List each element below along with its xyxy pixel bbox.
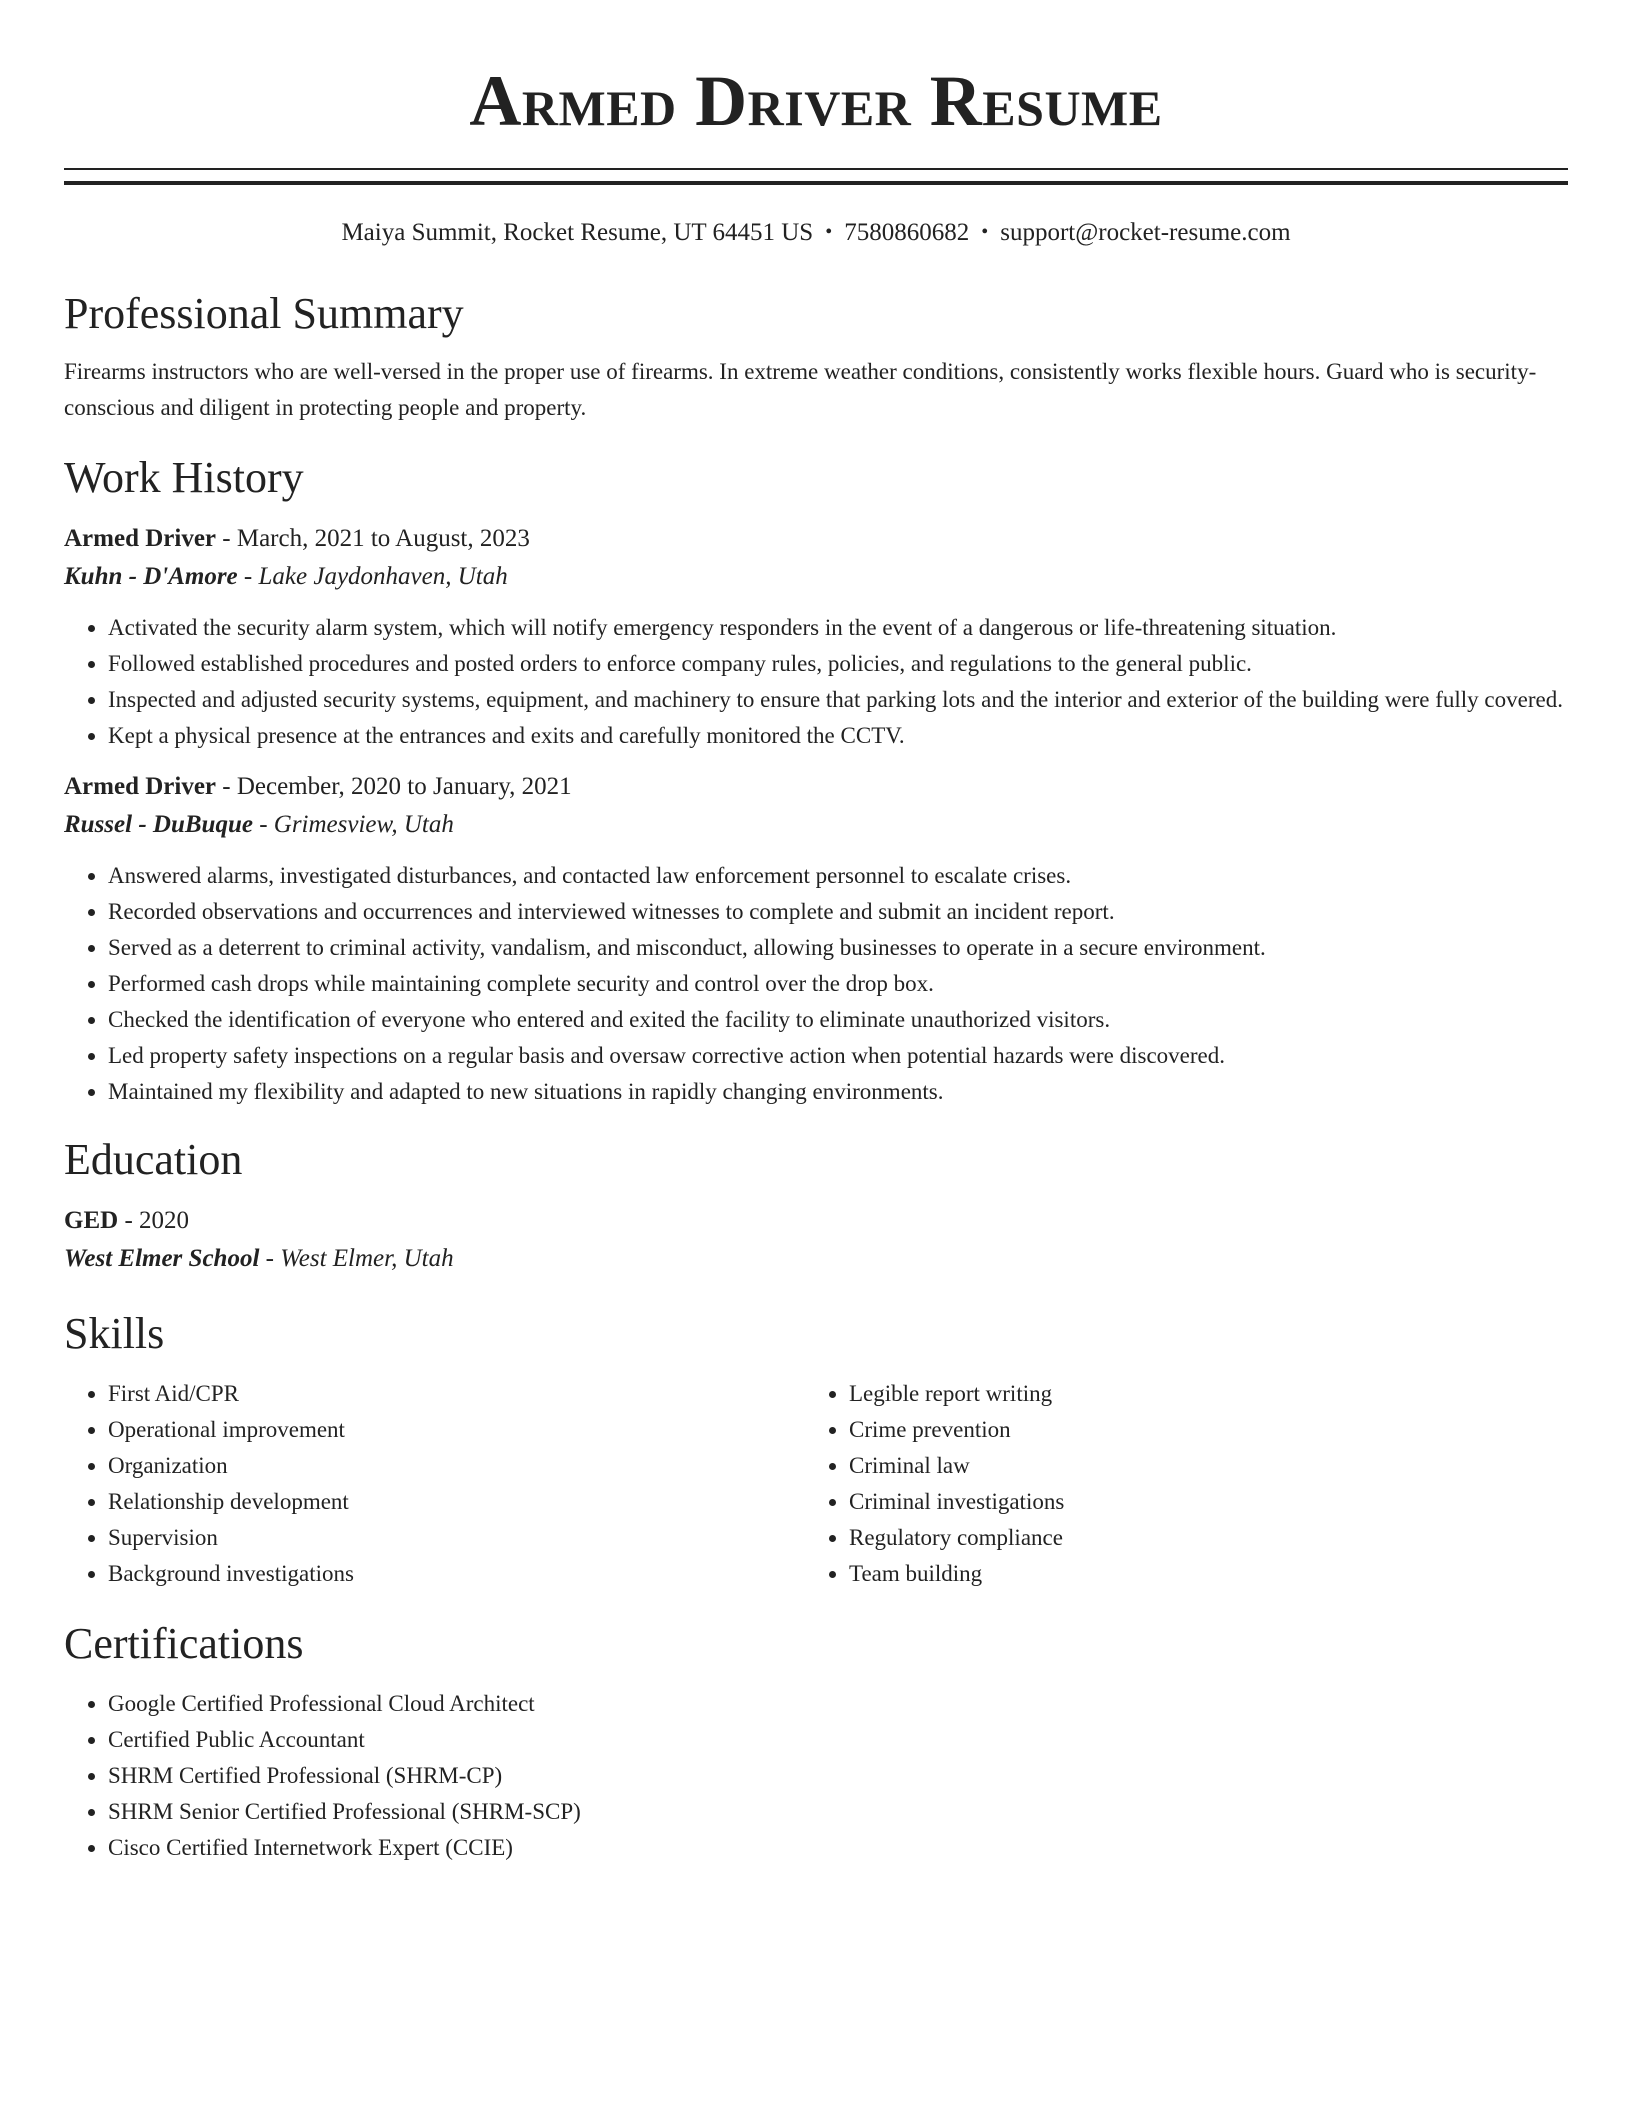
job-duties-list — [64, 858, 1568, 1110]
list-item: • Team building — [849, 1556, 1546, 1592]
list-item: • Maintained my flexibility and adapted to new situations in rapidly changing environments. — [108, 1074, 1568, 1110]
job-entry — [64, 520, 1568, 754]
certifications-heading: Certifications — [64, 1619, 304, 1668]
list-item: • Certified Public Accountant — [108, 1722, 1568, 1758]
job-location: - Lake Jaydonhaven, Utah — [237, 563, 508, 590]
certifications-list — [64, 1686, 1568, 1866]
skills-left-list — [64, 1376, 805, 1592]
job-employer — [64, 806, 1568, 844]
job-dates: - March, 2021 to August, 2023 — [216, 525, 530, 552]
list-item: • Relationship development — [108, 1484, 805, 1520]
contact-address: Maiya Summit, Rocket Resume, UT 64451 US — [341, 219, 814, 246]
contact-separator: • — [825, 221, 833, 243]
job-entry — [64, 768, 1568, 1110]
job-company: Russel - DuBuque — [64, 811, 253, 838]
list-item: • Cisco Certified Internetwork Expert (CCIE) — [108, 1830, 1568, 1866]
skills-heading: Skills — [64, 1309, 165, 1358]
list-item: • Inspected and adjusted security systems, equipment, and machinery to ensure that parking lots and the interior and exterior of the building were fully covered. — [108, 682, 1568, 718]
job-header — [64, 768, 1568, 806]
job-employer — [64, 558, 1568, 596]
title-divider — [64, 168, 1568, 185]
list-item: • SHRM Senior Certified Professional (SHRM-SCP) — [108, 1794, 1568, 1830]
contact-phone: 7580860682 — [844, 219, 970, 246]
list-item: • Checked the identification of everyone who entered and exited the facility to eliminate unauthorized visitors. — [108, 1002, 1568, 1038]
list-item: • Performed cash drops while maintaining complete security and control over the drop box. — [108, 966, 1568, 1002]
list-item: • Kept a physical presence at the entrances and exits and carefully monitored the CCTV. — [108, 718, 1568, 754]
list-item: • Legible report writing — [849, 1376, 1546, 1412]
resume-title: Armed Driver Resume — [469, 61, 1163, 141]
job-header — [64, 520, 1568, 558]
education-heading: Education — [64, 1135, 243, 1184]
contact-email: support@rocket-resume.com — [1000, 219, 1291, 246]
list-item: • First Aid/CPR — [108, 1376, 805, 1412]
education-location: - West Elmer, Utah — [259, 1245, 454, 1272]
list-item: • Google Certified Professional Cloud Architect — [108, 1686, 1568, 1722]
list-item: • Crime prevention — [849, 1412, 1546, 1448]
summary-heading: Professional Summary — [64, 289, 464, 338]
list-item: • Criminal investigations — [849, 1484, 1546, 1520]
job-dates: - December, 2020 to January, 2021 — [216, 773, 572, 800]
list-item: • Organization — [108, 1448, 805, 1484]
summary-text: Firearms instructors who are well-versed in the proper use of firearms. In extreme weather conditions, consistently works flexible hours. Guard who is security-conscious and diligent in protecting people and property. — [64, 359, 1537, 420]
list-item: • Led property safety inspections on a regular basis and oversaw corrective action when potential hazards were discovered. — [108, 1038, 1568, 1074]
job-location: - Grimesview, Utah — [252, 811, 454, 838]
job-role: Armed Driver — [64, 773, 217, 800]
list-item: • Followed established procedures and posted orders to enforce company rules, policies, and regulations to the general public. — [108, 646, 1568, 682]
contact-line — [64, 215, 1568, 250]
list-item: • Criminal law — [849, 1448, 1546, 1484]
skills-right-list — [805, 1376, 1546, 1592]
job-role: Armed Driver — [64, 525, 217, 552]
job-duties-list — [64, 610, 1568, 754]
education-header — [64, 1202, 1568, 1240]
skills-grid — [64, 1376, 1568, 1592]
list-item: • SHRM Certified Professional (SHRM-CP) — [108, 1758, 1568, 1794]
education-degree: GED — [64, 1207, 119, 1234]
list-item: • Answered alarms, investigated disturbances, and contacted law enforcement personnel to escalate crises. — [108, 858, 1568, 894]
job-company: Kuhn - D'Amore — [64, 563, 238, 590]
list-item: • Supervision — [108, 1520, 805, 1556]
list-item: • Regulatory compliance — [849, 1520, 1546, 1556]
education-school: West Elmer School — [64, 1245, 260, 1272]
work-history-heading: Work History — [64, 453, 304, 502]
education-year: - 2020 — [118, 1207, 190, 1234]
list-item: • Background investigations — [108, 1556, 805, 1592]
education-school-line — [64, 1240, 1568, 1278]
list-item: • Served as a deterrent to criminal activity, vandalism, and misconduct, allowing businesses to operate in a secure environment. — [108, 930, 1568, 966]
list-item: • Activated the security alarm system, which will notify emergency responders in the event of a dangerous or life-threatening situation. — [108, 610, 1568, 646]
list-item: • Operational improvement — [108, 1412, 805, 1448]
list-item: • Recorded observations and occurrences and interviewed witnesses to complete and submit an incident report. — [108, 894, 1568, 930]
contact-separator: • — [981, 221, 989, 243]
